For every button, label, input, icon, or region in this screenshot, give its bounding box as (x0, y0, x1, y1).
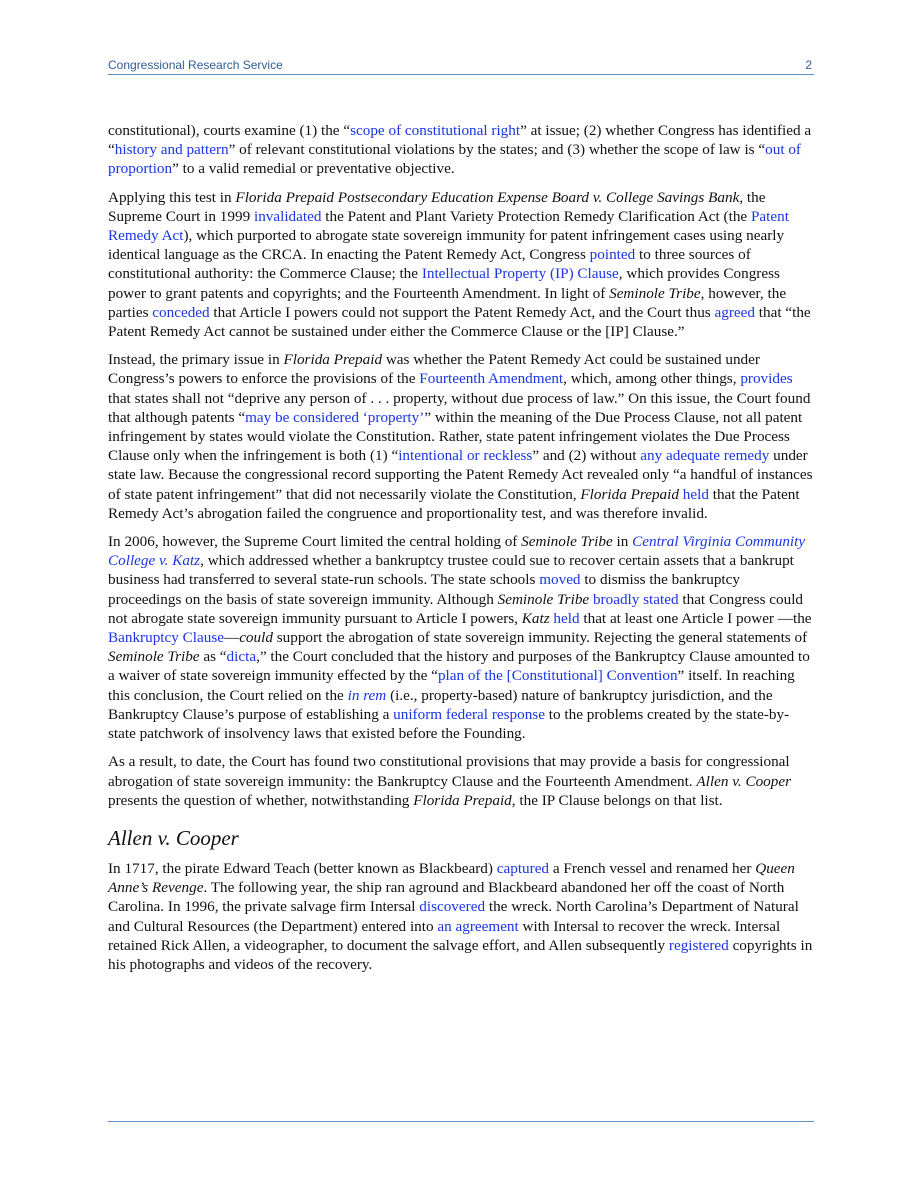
text-run: that at least one Article I power —the (579, 609, 812, 627)
link-registered[interactable]: registered (668, 936, 729, 954)
text-run: — (224, 629, 240, 647)
text-run: that Article I powers could not support the Patent Remedy Act, and the Court thus (209, 303, 715, 321)
header-org-name: Congressional Research Service (108, 58, 283, 72)
text-run: (i.e., property-based) nature of bankruptcy jurisdiction, and the Bankruptcy Clause’s purpose of establishing a (108, 686, 773, 723)
link-agreed[interactable]: agreed (714, 303, 755, 321)
page-header (108, 57, 814, 75)
text-run: in (612, 533, 633, 551)
text-run: as “ (199, 648, 227, 666)
link-pointed[interactable]: pointed (589, 246, 636, 264)
case-name: Seminole Tribe (609, 284, 701, 302)
text-run: copyrights in his photographs and videos of the recovery. (108, 936, 813, 973)
text-run: Instead, the primary issue in (108, 351, 284, 369)
text-run: constitutional), courts examine (1) the “ (108, 122, 351, 139)
text-run: ” within the meaning of the Due Process Clause, not all patent infringement by states would violate the Constitution. Rather, state patent infringement violates the Due Process Clause only when the infringement is both (1) “ (108, 408, 803, 465)
text-run: a French vessel and renamed her (549, 859, 756, 877)
text-run: under state law. Because the congressional record supporting the Patent Remedy Act revealed only “a handful of instances of state patent infringement” that did not necessarily violate the Constitution, (108, 447, 813, 503)
case-name: Florida Prepaid Postsecondary Education Expense Board v. College Savings Bank (235, 188, 740, 206)
text-run: As a result, to date, the Court has found two constitutional provisions that may provide a basis for congressional abrogation of state sovereign immunity: the Bankruptcy Clause and the Fourteenth Amendment. (108, 753, 790, 790)
text-run: . The following year, the ship ran aground and Blackbeard abandoned her off the coast of North Carolina. In 1996, the private salvage firm Intersal (108, 879, 785, 916)
document-body (108, 121, 816, 983)
link-central-virginia-v-katz[interactable]: Central Virginia Community College v. Katz (108, 533, 806, 570)
text-run: was whether the Patent Remedy Act could be sustained under Congress’s powers to enforce the provisions of the (108, 351, 760, 388)
paragraph-6 (108, 859, 816, 974)
link-uniform-federal-response[interactable]: uniform federal response (393, 705, 545, 723)
link-held-katz[interactable]: held (553, 609, 580, 627)
text-run: the Patent and Plant Variety Protection Remedy Clarification Act (the (321, 207, 751, 225)
text-run: to three sources of constitutional authority: the Commerce Clause; the (108, 246, 751, 283)
link-dicta[interactable]: dicta (226, 648, 257, 666)
link-out-of-proportion[interactable]: out of proportion (108, 141, 801, 178)
text-run: , which, among other things, (563, 370, 741, 388)
text-run: presents the question of whether, notwithstanding (108, 791, 414, 809)
paragraph-2 (108, 188, 816, 342)
link-captured[interactable]: captured (496, 859, 550, 877)
link-broadly-stated[interactable]: broadly stated (592, 590, 679, 608)
case-name: Katz (521, 609, 550, 627)
paragraph-5 (108, 752, 816, 810)
text-run: In 1717, the pirate Edward Teach (better known as Blackbeard) (108, 859, 497, 877)
page-number: 2 (805, 58, 812, 72)
link-may-be-considered-property[interactable]: may be considered ‘property’ (245, 408, 425, 426)
case-name: Seminole Tribe (521, 533, 613, 551)
link-history-and-pattern[interactable]: history and pattern (114, 141, 229, 159)
link-intentional-or-reckless[interactable]: intentional or reckless (398, 447, 533, 465)
text-run: that “the Patent Remedy Act cannot be sustained under either the Commerce Clause or the [IP] Clause.” (108, 303, 811, 341)
text-run: ” of relevant constitutional violations by the states; and (3) whether the scope of law is “ (228, 141, 766, 159)
link-held[interactable]: held (682, 485, 709, 503)
text-run: , the IP Clause belongs on that list. (511, 791, 723, 809)
case-name: Allen v. Cooper (696, 772, 792, 790)
text-run: to the problems created by the state-by-state patchwork of insolvency laws that existed before the Founding. (108, 705, 790, 743)
case-name: Florida Prepaid (283, 351, 383, 369)
text-run: , however, the parties (108, 284, 787, 321)
paragraph-3 (108, 350, 816, 523)
link-moved[interactable]: moved (539, 571, 581, 589)
text-run: ” at issue; (2) whether Congress has identified a “ (108, 122, 812, 159)
link-conceded[interactable]: conceded (152, 303, 210, 321)
text-run: , which addressed whether a bankruptcy trustee could sue to recover certain assets that a bankrupt business had transferred to several state-run schools. The state schools (108, 552, 794, 589)
link-bankruptcy-clause[interactable]: Bankruptcy Clause (108, 629, 224, 647)
text-run: ” to a valid remedial or preventative objective. (172, 160, 455, 178)
section-heading: Allen v. Cooper (108, 825, 239, 850)
paragraph-4 (108, 532, 816, 743)
paragraph-1 (108, 121, 816, 179)
text-run: In 2006, however, the Supreme Court limited the central holding of (108, 533, 522, 551)
link-provides[interactable]: provides (740, 370, 793, 388)
link-an-agreement[interactable]: an agreement (437, 917, 519, 935)
link-ip-clause[interactable]: Intellectual Property (IP) Clause (421, 265, 619, 283)
text-run: with Intersal to recover the wreck. Intersal retained Rick Allen, a videographer, to document the salvage effort, and Allen subsequently (108, 917, 781, 954)
text-run: that states shall not “deprive any person of . . . property, without due process of law.” On this issue, the Court found that although patents “ (108, 389, 811, 426)
text-run: Applying this test in (108, 188, 236, 206)
text-run: ,” the Court concluded that the history and purposes of the Bankruptcy Clause amounted to a waiver of state sovereign immunity effected by the “ (108, 648, 810, 685)
text-run: the wreck. North Carolina’s Department of Natural and Cultural Resources (the Department) entered into (108, 898, 799, 935)
link-in-rem[interactable]: in rem (347, 686, 387, 704)
case-name: Seminole Tribe (497, 590, 590, 608)
text-run: to dismiss the bankruptcy proceedings on the basis of state sovereign immunity. Although (108, 571, 740, 608)
link-plan-of-the-convention[interactable]: plan of the [Constitutional] Convention (437, 667, 678, 685)
text-run: ” itself. In reaching this conclusion, the Court relied on the (108, 667, 795, 704)
text-run: , the Supreme Court in 1999 (108, 188, 766, 225)
emphasis: could (239, 629, 273, 647)
link-patent-remedy-act[interactable]: Patent Remedy Act (108, 207, 789, 245)
case-name: Florida Prepaid (413, 791, 512, 809)
text-run: ), which purported to abrogate state sovereign immunity for patent infringement cases using nearly identical language as the CRCA. In enacting the Patent Remedy Act, Congress (108, 227, 785, 264)
link-invalidated[interactable]: invalidated (253, 207, 322, 225)
link-fourteenth-amendment[interactable]: Fourteenth Amendment (419, 370, 564, 388)
text-run: , which provides Congress power to grant patents and copyrights; and the Fourteenth Amendment. In light of (108, 265, 780, 302)
text-run: that Congress could not abrogate state sovereign immunity pursuant to Article I powers, (108, 590, 804, 627)
link-discovered[interactable]: discovered (419, 898, 486, 916)
case-name: Seminole Tribe (108, 648, 200, 666)
text-run: support the abrogation of state sovereign immunity. Rejecting the general statements of (272, 629, 808, 647)
text-run: ” and (2) without (532, 447, 641, 465)
text-run: that the Patent Remedy Act’s abrogation failed the congruence and proportionality test, and was therefore invalid. (108, 485, 800, 522)
ship-name: Queen Anne’s Revenge (108, 859, 795, 897)
link-scope-of-constitutional-right[interactable]: scope of constitutional right (350, 122, 521, 139)
case-name: Florida Prepaid (580, 485, 679, 503)
footer-divider (108, 1121, 814, 1122)
link-any-adequate-remedy[interactable]: any adequate remedy (640, 447, 770, 465)
